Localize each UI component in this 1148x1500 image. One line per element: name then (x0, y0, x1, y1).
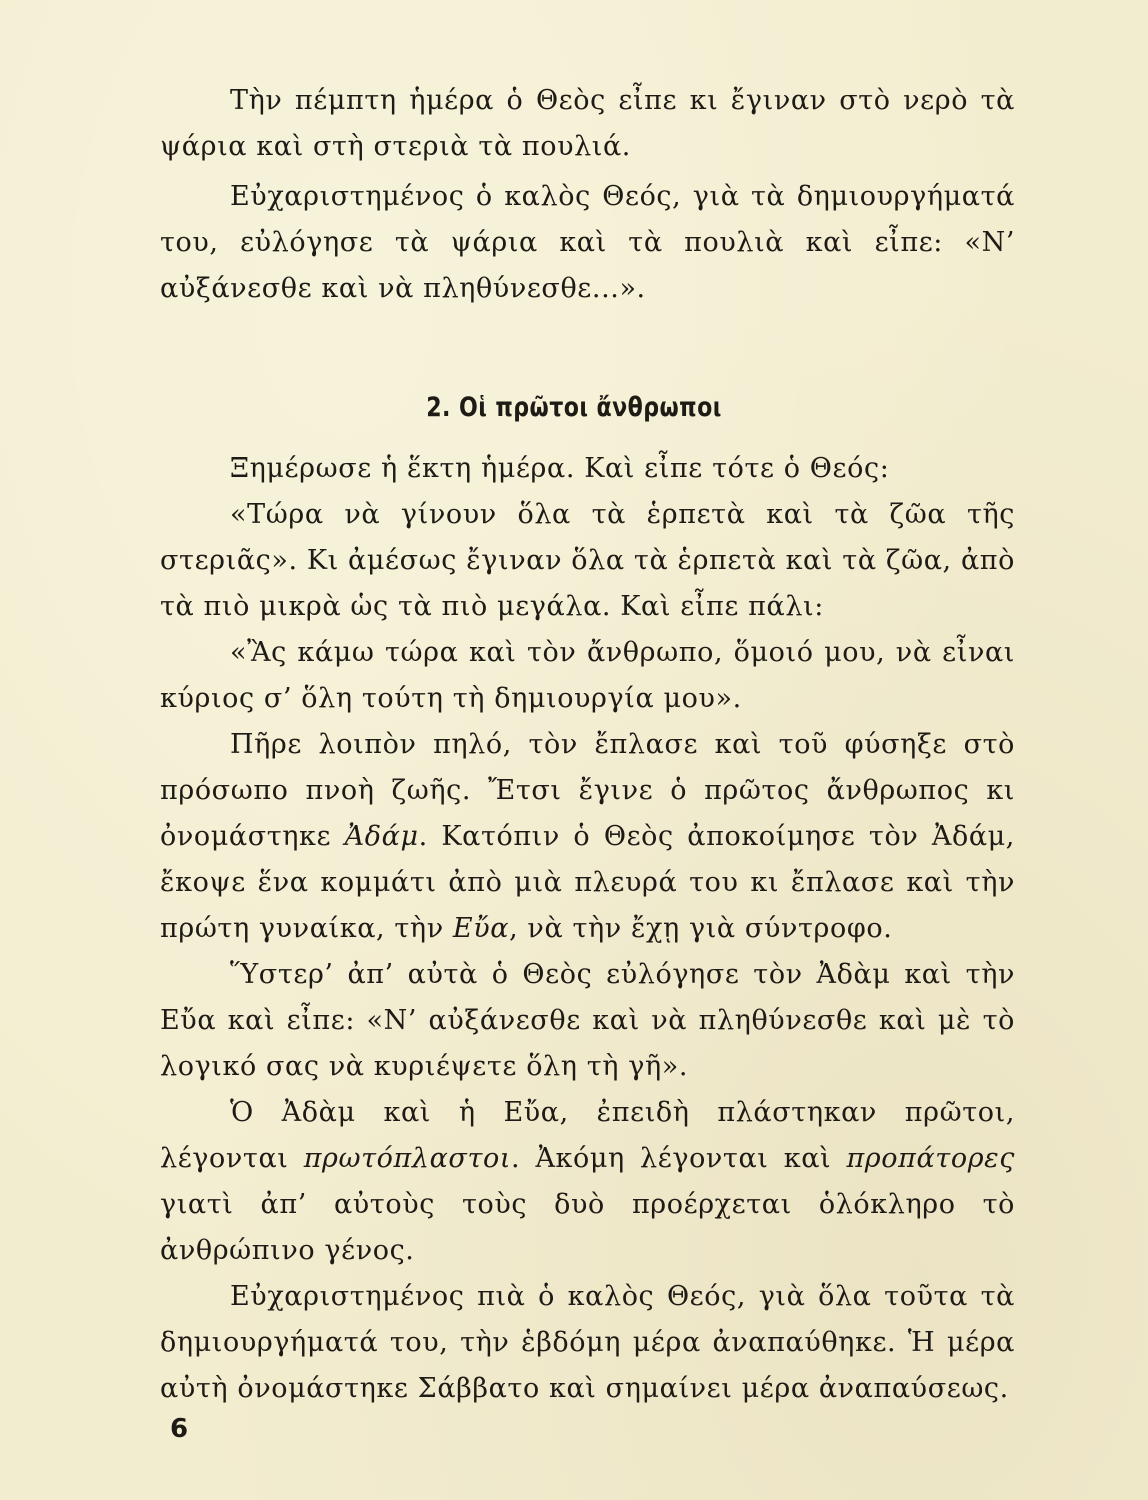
term-propatores: προπάτορες (846, 1143, 1015, 1174)
main-section (160, 446, 1015, 1412)
paragraph-protoplasts (160, 1090, 1015, 1274)
text-fragment: Πῆρε λοιπὸν πηλό, τὸν ἔπλασε καὶ τοῦ φύσηξε στὸ πρόσωπο πνοὴ ζωῆς. Ἔτσι ἔγινε ὁ πρῶτος ἄνθρωπος κι ὀνομάστηκε (160, 729, 1015, 852)
paragraph-man-creation-quote: «Ἂς κάμω τώρα καὶ τὸν ἄνθρωπο, ὅμοιό μου, νὰ εἶναι κύριος σ’ ὅλη τούτη τὴ δημιουργία μου». (160, 637, 1015, 714)
term-protoplastoi: πρωτόπλαστοι (303, 1143, 512, 1174)
text-fragment: . Ἀκόμη λέγονται καὶ (511, 1143, 847, 1174)
paragraph-sabbath: Εὐχαριστημένος πιὰ ὁ καλὸς Θεός, γιὰ ὅλα τοῦτα τὰ δημιουργήματά του, τὴν ἑβδόμη μέρα ἀναπαύθηκε. Ἡ μέρα αὐτὴ ὀνομάστηκε Σάββατο καὶ σημαίνει μέρα ἀναπαύσεως. (160, 1281, 1015, 1404)
name-adam: Ἀδάμ (344, 821, 419, 852)
text-fragment: Ὁ Ἀδὰμ καὶ ἡ Εὔα, ἐπειδὴ πλάστηκαν πρῶτοι, λέγονται (160, 1097, 1015, 1174)
paragraph-blessing-fish-birds: Εὐχαριστημένος ὁ καλὸς Θεός, γιὰ τὰ δημιουργήματά του, εὐλόγησε τὰ ψάρια καὶ τὰ πουλιὰ καὶ εἶπε: «Ν’ αὐξάνεσθε καὶ νὰ πληθύνεσθε...». (160, 181, 1015, 304)
page-number: 6 (170, 1414, 189, 1444)
top-section (160, 78, 1015, 312)
paragraph-blessing-humans: Ὕστερ’ ἀπ’ αὐτὰ ὁ Θεὸς εὐλόγησε τὸν Ἀδὰμ καὶ τὴν Εὔα καὶ εἶπε: «Ν’ αὐξάνεσθε καὶ νὰ πληθύνεσθε καὶ μὲ τὸ λογικό σας νὰ κυριέψετε ὅλη τὴ γῆ». (160, 959, 1015, 1082)
paragraph-adam-eve (160, 722, 1015, 952)
text-fragment: γιατὶ ἀπ’ αὐτοὺς τοὺς δυὸ προέρχεται ὁλόκληρο τὸ ἀνθρώπινο γένος. (160, 1189, 1015, 1266)
paragraph-animals: «Τώρα νὰ γίνουν ὅλα τὰ ἑρπετὰ καὶ τὰ ζῶα τῆς στεριᾶς». Κι ἀμέσως ἔγιναν ὅλα τὰ ἑρπετὰ καὶ τὰ ζῶα, ἀπὸ τὰ πιὸ μικρὰ ὡς τὰ πιὸ μεγάλα. Καὶ εἶπε πάλι: (160, 499, 1015, 622)
text-fragment: . Κατόπιν ὁ Θεὸς ἀποκοίμησε τὸν Ἀδάμ, ἔκοψε ἕνα κομμάτι ἀπὸ μιὰ πλευρά του κι ἔπλασε καὶ τὴν πρώτη γυναίκα, τὴν (160, 821, 1015, 944)
paragraph-fifth-day: Τὴν πέμπτη ἡμέρα ὁ Θεὸς εἶπε κι ἔγιναν στὸ νερὸ τὰ ψάρια καὶ στὴ στεριὰ τὰ πουλιά. (160, 85, 1015, 162)
text-fragment: , νὰ τὴν ἔχῃ γιὰ σύντροφο. (509, 913, 893, 944)
name-eva: Εὔα (452, 913, 510, 944)
section-heading: 2. Οἱ πρῶτοι ἄνθρωποι (426, 392, 722, 423)
paragraph-sixth-day: Ξημέρωσε ἡ ἕκτη ἡμέρα. Καὶ εἶπε τότε ὁ Θεός: (230, 453, 890, 484)
